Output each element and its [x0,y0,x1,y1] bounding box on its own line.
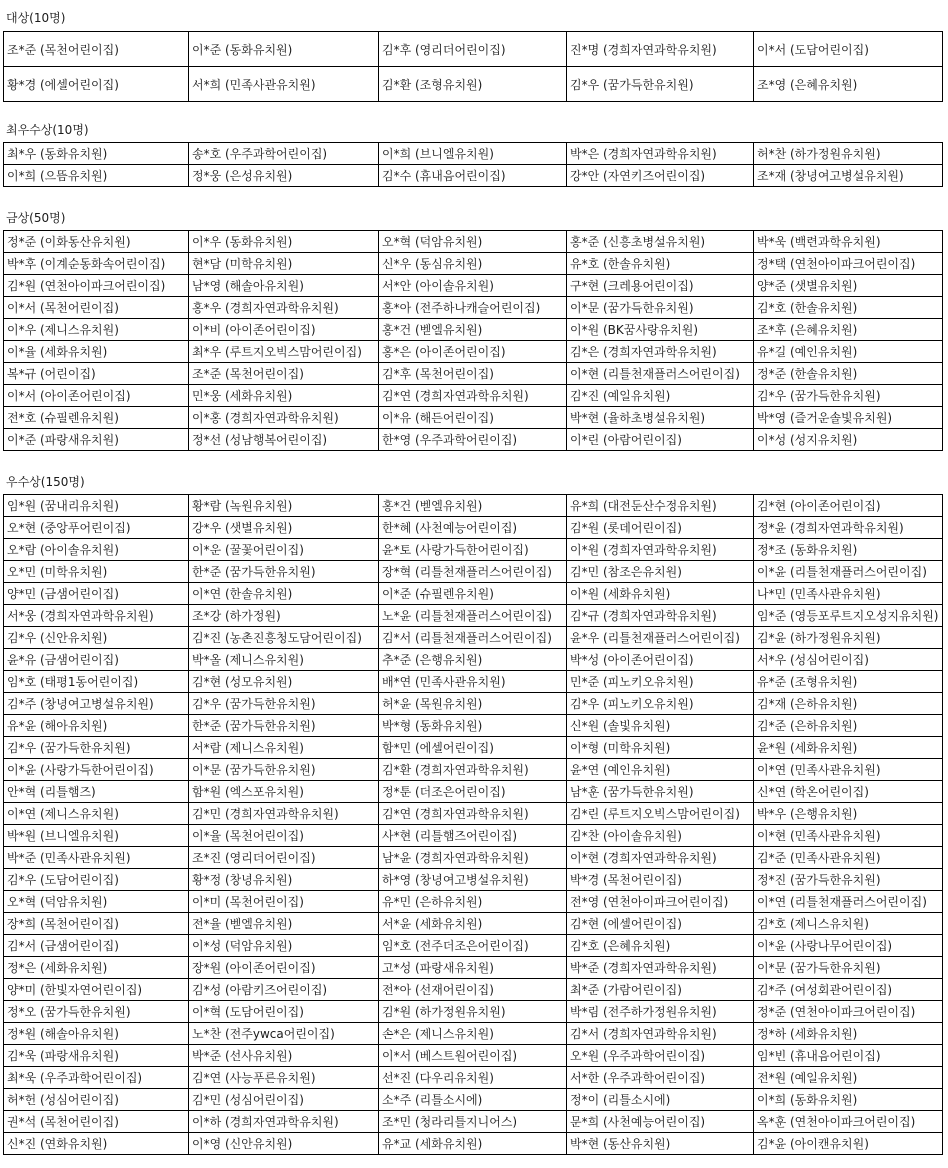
table-row [4,165,943,187]
winner-cell: 윤*연 (예인유치원) [567,759,754,781]
winner-cell: 김*원 (롯데어린이집) [567,517,754,539]
table-row [4,385,943,407]
winner-cell: 김*호 (제니스유치원) [754,913,943,935]
winner-cell: 이*희 (동화유치원) [754,1089,943,1111]
winner-cell: 최*우 (동화유치원) [4,143,189,165]
winner-cell: 고*성 (파랑새유치원) [379,957,567,979]
table-row [4,737,943,759]
winner-cell: 김*호 (한솔유치원) [754,297,943,319]
winner-cell: 정*진 (꿈가득한유치원) [754,869,943,891]
winner-cell: 전*아 (선재어린이집) [379,979,567,1001]
winner-cell: 유*희 (대전둔산수정유치원) [567,495,754,517]
table-row [4,1089,943,1111]
winner-cell: 서*한 (우주과학어린이집) [567,1067,754,1089]
table-row [4,1133,943,1155]
winner-cell: 함*원 (엑스포유치원) [189,781,379,803]
winner-cell: 박*원 (브니엘유치원) [4,825,189,847]
winner-cell: 이*준 (슈필렌유치원) [379,583,567,605]
winner-cell: 박*올 (제니스유치원) [189,649,379,671]
winner-cell: 박*후 (이계순동화속어린이집) [4,253,189,275]
winner-cell: 정*윤 (경희자연과학유치원) [754,517,943,539]
table-row [4,297,943,319]
winner-cell: 이*준 (동화유치원) [189,32,379,67]
winner-cell: 남*훈 (꿈가득한유치원) [567,781,754,803]
winner-cell: 신*우 (동심유치원) [379,253,567,275]
winner-cell: 김*민 (참조은유치원) [567,561,754,583]
winner-cell: 이*연 (민족사관유치원) [754,759,943,781]
winner-cell: 허*윤 (목원유치원) [379,693,567,715]
winner-cell: 안*혁 (리틀햄즈) [4,781,189,803]
winner-cell: 김*우 (신안유치원) [4,627,189,649]
section-title: 최우수상(10명) [6,123,89,137]
winner-cell: 김*주 (여성회관어린이집) [754,979,943,1001]
winner-cell: 유*교 (세화유치원) [379,1133,567,1155]
table-row [4,1001,943,1023]
winner-cell: 박*욱 (백련과학유치원) [754,231,943,253]
table-row [4,561,943,583]
gold-prize-table [3,230,943,451]
table-row [4,671,943,693]
winner-cell: 윤*원 (세화유치원) [754,737,943,759]
table-row [4,1023,943,1045]
winner-cell: 박*현 (동산유치원) [567,1133,754,1155]
table-row [4,67,943,102]
winner-cell: 오*람 (아이솔유치원) [4,539,189,561]
winner-cell: 배*연 (민족사관유치원) [379,671,567,693]
table-row [4,935,943,957]
winner-cell: 김*서 (리틀천재플러스어린이집) [379,627,567,649]
winner-cell: 전*원 (예일유치원) [754,1067,943,1089]
winner-cell: 김*서 (금샘어린이집) [4,935,189,957]
winner-cell: 양*민 (금샘어린이집) [4,583,189,605]
winner-cell: 이*연 (리틀천재플러스어린이집) [754,891,943,913]
table-row [4,781,943,803]
winner-cell: 홍*건 (벧엘유치원) [379,319,567,341]
table-row [4,363,943,385]
winner-cell: 이*윤 (리틀천재플러스어린이집) [754,561,943,583]
winner-cell: 신*진 (연화유치원) [4,1133,189,1155]
winner-cell: 이*우 (제니스유치원) [4,319,189,341]
winner-cell: 황*람 (녹원유치원) [189,495,379,517]
winner-cell: 강*안 (자연키즈어린이집) [567,165,754,187]
table-row [4,429,943,451]
section-title: 대상(10명) [6,11,66,25]
table-row [4,143,943,165]
winner-cell: 조*재 (창녕여고병설유치원) [754,165,943,187]
winner-cell: 옥*훈 (연천아이파크어린이집) [754,1111,943,1133]
winner-cell: 김*현 (아이존어린이집) [754,495,943,517]
table-row [4,979,943,1001]
winner-cell: 윤*우 (리틀천재플러스어린이집) [567,627,754,649]
winner-cell: 김*호 (은혜유치원) [567,935,754,957]
section-title: 우수상(150명) [6,475,85,489]
winner-cell: 정*이 (리틀소시에) [567,1089,754,1111]
winner-cell: 황*정 (창녕유치원) [189,869,379,891]
winner-cell: 신*연 (학온어린이집) [754,781,943,803]
winner-cell: 이*서 (아이존어린이집) [4,385,189,407]
winner-cell: 민*준 (피노키오유치원) [567,671,754,693]
winner-cell: 양*미 (한빛자연어린이집) [4,979,189,1001]
winner-cell: 김*환 (경희자연과학유치원) [379,759,567,781]
winner-cell: 김*후 (목천어린이집) [379,363,567,385]
winner-cell: 이*운 (꿀꽃어린이집) [189,539,379,561]
winner-cell: 이*윤 (사랑나무어린이집) [754,935,943,957]
winner-cell: 김*우 (꿈가득한유치원) [754,385,943,407]
winner-cell: 이*영 (신안유치원) [189,1133,379,1155]
winner-cell: 김*찬 (아이솔유치원) [567,825,754,847]
winner-cell: 임*호 (전주더조은어린이집) [379,935,567,957]
winner-cell: 이*비 (아이존어린이집) [189,319,379,341]
winner-cell: 유*길 (예인유치원) [754,341,943,363]
winner-cell: 정*원 (해솔아유치원) [4,1023,189,1045]
winner-cell: 윤*토 (사랑가득한어린이집) [379,539,567,561]
winner-cell: 박*형 (동화유치원) [379,715,567,737]
winner-cell: 이*유 (해든어린이집) [379,407,567,429]
winner-cell: 정*하 (세화유치원) [754,1023,943,1045]
table-row [4,341,943,363]
winner-cell: 김*주 (창녕여고병설유치원) [4,693,189,715]
winner-cell: 박*영 (즐거운솔빛유치원) [754,407,943,429]
winner-cell: 유*민 (은하유치원) [379,891,567,913]
winner-cell: 이*성 (덕암유치원) [189,935,379,957]
winner-cell: 이*미 (목천어린이집) [189,891,379,913]
winner-cell: 조*준 (목천어린이집) [189,363,379,385]
table-row [4,1067,943,1089]
winner-cell: 조*진 (영리더어린이집) [189,847,379,869]
grand-prize-table [3,31,943,102]
winner-cell: 정*은 (세화유치원) [4,957,189,979]
winner-cell: 강*우 (샛별유치원) [189,517,379,539]
winner-cell: 최*우 (루트지오빅스맘어린이집) [189,341,379,363]
winner-cell: 홍*은 (아이존어린이집) [379,341,567,363]
winner-cell: 정*택 (연천아이파크어린이집) [754,253,943,275]
winner-cell: 김*원 (하가정원유치원) [379,1001,567,1023]
winner-cell: 진*명 (경희자연과학유치원) [567,32,754,67]
winner-cell: 이*형 (미학유치원) [567,737,754,759]
winner-cell: 김*우 (피노키오유치원) [567,693,754,715]
table-row [4,913,943,935]
winner-cell: 최*욱 (우주과학어린이집) [4,1067,189,1089]
winner-cell: 박*은 (경희자연과학유치원) [567,143,754,165]
winner-cell: 현*담 (미학유치원) [189,253,379,275]
winner-cell: 조*민 (청라리틀지니어스) [379,1111,567,1133]
winner-cell: 박*성 (아이존어린이집) [567,649,754,671]
winner-cell: 김*윤 (아이캔유치원) [754,1133,943,1155]
winner-cell: 박*준 (선사유치원) [189,1045,379,1067]
table-row [4,407,943,429]
table-row [4,32,943,67]
winner-cell: 김*우 (도담어린이집) [4,869,189,891]
table-row [4,649,943,671]
winner-cell: 신*원 (솔빛유치원) [567,715,754,737]
winner-cell: 전*율 (벧엘유치원) [189,913,379,935]
winner-cell: 정*오 (꿈가득한유치원) [4,1001,189,1023]
winner-cell: 유*윤 (해아유치원) [4,715,189,737]
winner-cell: 박*현 (율하초병설유치원) [567,407,754,429]
winner-cell: 장*혁 (리틀천재플러스어린이집) [379,561,567,583]
winner-cell: 홍*아 (전주하나캐슬어린이집) [379,297,567,319]
winner-cell: 박*준 (경희자연과학유치원) [567,957,754,979]
winner-cell: 임*빈 (휴내음어린이집) [754,1045,943,1067]
table-row [4,495,943,517]
winner-cell: 손*은 (제니스유치원) [379,1023,567,1045]
winner-cell: 서*윤 (세화유치원) [379,913,567,935]
winner-cell: 김*민 (성심어린이집) [189,1089,379,1111]
winner-cell: 김*환 (조형유치원) [379,67,567,102]
winner-cell: 박*준 (민족사관유치원) [4,847,189,869]
winner-cell: 김*은 (경희자연과학유치원) [567,341,754,363]
winner-cell: 민*웅 (세화유치원) [189,385,379,407]
winner-cell: 최*준 (가람어린이집) [567,979,754,1001]
winner-cell: 조*강 (하가정원) [189,605,379,627]
winner-cell: 김*준 (은하유치원) [754,715,943,737]
winner-cell: 이*문 (꿈가득한유치원) [189,759,379,781]
winner-cell: 이*현 (민족사관유치원) [754,825,943,847]
table-row [4,319,943,341]
winner-cell: 양*준 (샛별유치원) [754,275,943,297]
winner-cell: 정*준 (연천아이파크어린이집) [754,1001,943,1023]
winner-cell: 오*원 (우주과학어린이집) [567,1045,754,1067]
winner-cell: 정*선 (성남행복어린이집) [189,429,379,451]
winner-cell: 이*린 (아람어린이집) [567,429,754,451]
winner-cell: 허*찬 (하가정원유치원) [754,143,943,165]
winner-cell: 박*경 (목천어린이집) [567,869,754,891]
excellence-prize-table [3,142,943,187]
winner-cell: 김*준 (민족사관유치원) [754,847,943,869]
winner-cell: 조*후 (은혜유치원) [754,319,943,341]
winner-cell: 장*원 (아이존어린이집) [189,957,379,979]
winner-cell: 김*규 (경희자연과학유치원) [567,605,754,627]
winner-cell: 유*준 (조형유치원) [754,671,943,693]
winner-cell: 이*율 (세화유치원) [4,341,189,363]
table-row [4,627,943,649]
winner-cell: 김*성 (아람키즈어린이집) [189,979,379,1001]
winner-cell: 전*영 (연천아이파크어린이집) [567,891,754,913]
winner-cell: 장*희 (목천어린이집) [4,913,189,935]
winner-cell: 한*혜 (사천예능어린이집) [379,517,567,539]
winner-cell: 정*조 (동화유치원) [754,539,943,561]
winner-cell: 이*문 (꿈가득한유치원) [754,957,943,979]
winner-cell: 이*현 (리틀천재플러스어린이집) [567,363,754,385]
winner-cell: 김*민 (경희자연과학유치원) [189,803,379,825]
winner-cell: 허*헌 (성심어린이집) [4,1089,189,1111]
winner-cell: 남*윤 (경희자연과학유치원) [379,847,567,869]
winner-cell: 이*문 (꿈가득한유치원) [567,297,754,319]
winner-cell: 이*서 (목천어린이집) [4,297,189,319]
table-row [4,957,943,979]
winner-cell: 하*영 (창녕여고병설유치원) [379,869,567,891]
winner-cell: 서*안 (아이솔유치원) [379,275,567,297]
winner-cell: 이*현 (경희자연과학유치원) [567,847,754,869]
table-row [4,253,943,275]
winner-cell: 이*원 (경희자연과학유치원) [567,539,754,561]
winner-cell: 서*람 (제니스유치원) [189,737,379,759]
winner-cell: 김*연 (경희자연과학유치원) [379,803,567,825]
table-row [4,759,943,781]
winner-cell: 오*현 (중앙푸어린이집) [4,517,189,539]
winner-cell: 추*준 (은행유치원) [379,649,567,671]
winner-cell: 전*호 (슈필렌유치원) [4,407,189,429]
winner-cell: 소*주 (리틀소시에) [379,1089,567,1111]
winner-cell: 한*준 (꿈가득한유치원) [189,715,379,737]
winner-cell: 김*진 (농촌진흥청도담어린이집) [189,627,379,649]
winner-cell: 이*성 (성지유치원) [754,429,943,451]
winner-cell: 한*준 (꿈가득한유치원) [189,561,379,583]
winner-cell: 함*민 (에셀어린이집) [379,737,567,759]
table-row [4,517,943,539]
winner-cell: 김*현 (에셀어린이집) [567,913,754,935]
winner-cell: 한*영 (우주과학어린이집) [379,429,567,451]
winner-cell: 임*호 (태평1동어린이집) [4,671,189,693]
winner-cell: 김*욱 (파랑새유치원) [4,1045,189,1067]
table-row [4,605,943,627]
winner-cell: 이*원 (세화유치원) [567,583,754,605]
winner-cell: 김*서 (경희자연과학유치원) [567,1023,754,1045]
winner-cell: 노*윤 (리틀천재플러스어린이집) [379,605,567,627]
winner-cell: 서*웅 (경희자연과학유치원) [4,605,189,627]
winner-cell: 김*린 (루트지오빅스맘어린이집) [567,803,754,825]
winner-cell: 박*림 (전주하가정원유치원) [567,1001,754,1023]
winner-cell: 이*서 (베스트원어린이집) [379,1045,567,1067]
winner-cell: 김*윤 (하가정원유치원) [754,627,943,649]
winner-cell: 이*희 (으뜸유치원) [4,165,189,187]
winner-cell: 정*웅 (은성유치원) [189,165,379,187]
winner-cell: 조*영 (은혜유치원) [754,67,943,102]
winner-cell: 오*혁 (덕암유치원) [379,231,567,253]
table-row [4,1111,943,1133]
table-row [4,803,943,825]
winner-cell: 김*후 (영리더어린이집) [379,32,567,67]
winner-cell: 노*찬 (전주ywca어린이집) [189,1023,379,1045]
winner-cell: 김*우 (꿈가득한유치원) [567,67,754,102]
winner-cell: 김*재 (은하유치원) [754,693,943,715]
winner-cell: 김*연 (경희자연과학유치원) [379,385,567,407]
winner-cell: 이*홍 (경희자연과학유치원) [189,407,379,429]
winner-cell: 김*진 (예일유치원) [567,385,754,407]
winner-cell: 오*혁 (덕암유치원) [4,891,189,913]
table-row [4,275,943,297]
table-row [4,869,943,891]
table-row [4,891,943,913]
winner-cell: 김*원 (연천아이파크어린이집) [4,275,189,297]
section-title: 금상(50명) [6,211,66,225]
winner-cell: 이*준 (파랑새유치원) [4,429,189,451]
winner-cell: 유*호 (한솔유치원) [567,253,754,275]
winner-cell: 이*희 (브니엘유치원) [379,143,567,165]
table-row [4,1045,943,1067]
winner-cell: 이*우 (동화유치원) [189,231,379,253]
winner-cell: 남*영 (해솔아유치원) [189,275,379,297]
table-row [4,583,943,605]
winner-cell: 홍*건 (벧엘유치원) [379,495,567,517]
winner-cell: 홍*준 (신흥초병설유치원) [567,231,754,253]
winner-cell: 나*민 (민족사관유치원) [754,583,943,605]
winner-cell: 서*우 (성심어린이집) [754,649,943,671]
winner-cell: 이*윤 (사랑가득한어린이집) [4,759,189,781]
winner-cell: 김*연 (사능푸른유치원) [189,1067,379,1089]
winner-cell: 오*민 (미학유치원) [4,561,189,583]
table-row [4,231,943,253]
winner-cell: 권*석 (목천어린이집) [4,1111,189,1133]
winner-cell: 김*현 (성모유치원) [189,671,379,693]
winner-cell: 이*하 (경희자연과학유치원) [189,1111,379,1133]
winner-cell: 송*호 (우주과학어린이집) [189,143,379,165]
winner-cell: 조*준 (목천어린이집) [4,32,189,67]
winner-cell: 정*준 (이화동산유치원) [4,231,189,253]
table-row [4,539,943,561]
winner-cell: 이*혁 (도담어린이집) [189,1001,379,1023]
merit-prize-table [3,494,943,1155]
winner-cell: 사*현 (리틀햄즈어린이집) [379,825,567,847]
winner-cell: 구*현 (크레용어린이집) [567,275,754,297]
winner-cell: 박*우 (은행유치원) [754,803,943,825]
table-row [4,715,943,737]
winner-cell: 김*우 (꿈가득한유치원) [4,737,189,759]
table-row [4,825,943,847]
winner-cell: 정*툰 (더조은어린이집) [379,781,567,803]
winner-cell: 홍*우 (경희자연과학유치원) [189,297,379,319]
winner-cell: 이*연 (제니스유치원) [4,803,189,825]
winner-cell: 복*규 (어린이집) [4,363,189,385]
table-row [4,847,943,869]
winner-cell: 임*원 (꿈내리유치원) [4,495,189,517]
winner-cell: 이*율 (목천어린이집) [189,825,379,847]
winner-cell: 서*희 (민족사관유치원) [189,67,379,102]
winner-cell: 이*연 (한솔유치원) [189,583,379,605]
table-row [4,693,943,715]
winner-cell: 문*희 (사천예능어린이집) [567,1111,754,1133]
winner-cell: 김*우 (꿈가득한유치원) [189,693,379,715]
winner-cell: 임*준 (영등포루트지오성지유치원) [754,605,943,627]
winner-cell: 이*서 (도담어린이집) [754,32,943,67]
winner-cell: 김*수 (휴내음어린이집) [379,165,567,187]
winner-cell: 윤*유 (금샘어린이집) [4,649,189,671]
winner-cell: 이*원 (BK꿈사랑유치원) [567,319,754,341]
winner-cell: 선*진 (다우리유치원) [379,1067,567,1089]
winner-cell: 정*준 (한솔유치원) [754,363,943,385]
winner-cell: 황*경 (에셀어린이집) [4,67,189,102]
